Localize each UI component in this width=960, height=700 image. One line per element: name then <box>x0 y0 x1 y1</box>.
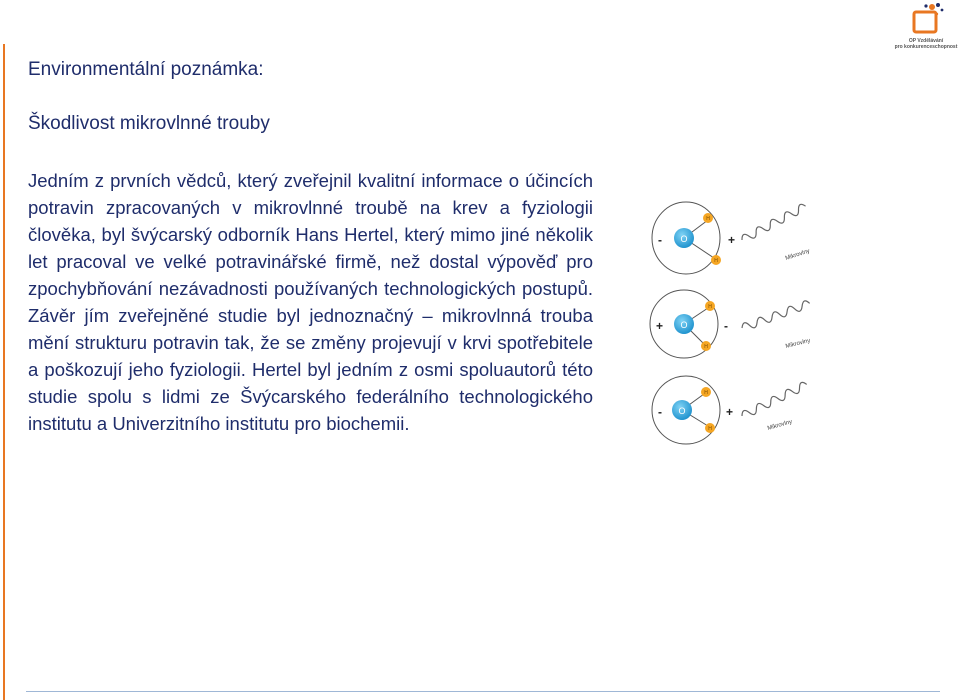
hydrogen-label: H <box>708 304 712 310</box>
charge-right: + <box>726 405 734 419</box>
wave-label: Mikrovlny <box>785 337 812 350</box>
microwave-wave-icon <box>741 300 811 332</box>
oxygen-label: O <box>680 320 688 330</box>
hydrogen-label: H <box>704 390 708 396</box>
charge-left: - <box>658 233 662 247</box>
molecule-diagram <box>646 188 830 450</box>
microwave-water-molecule-illustration <box>646 188 830 450</box>
charge-right: + <box>728 233 736 247</box>
logo-line-1: OP Vzdělávání <box>908 38 944 44</box>
hydrogen-label: H <box>706 216 710 222</box>
oxygen-label: O <box>678 406 686 416</box>
body-paragraph: Jedním z prvních vědců, který zveřejnil kvalitní informace o účincích potravin zpracovaných v mikrovlnné troubě na krev a fyziologii člověka, byl švýcarský odborník Hans Hertel, který mimo jiné několik let pracoval ve velké potravinářské firmě, než dostal výpověď pro zpochybňování nezávadnosti používaných technologických postupů. Závěr jím zveřejněné studie byl jednoznačný – mikrovlnná trouba mění strukturu potravin tak, že se změny projevují v krvi spotřebitele a poškozují jeho fyziologii. Hertel byl jedním z osmi spoluautorů této studie spolu s lidmi ze Švýcarského federálního technologického institutu a Univerzitního institutu pro biochemii. <box>28 170 593 434</box>
charge-left: + <box>656 319 664 333</box>
op-vk-logo <box>894 2 958 52</box>
hydrogen-label: H <box>704 344 708 350</box>
microwave-wave-icon <box>740 381 808 420</box>
left-accent-rule <box>3 44 5 700</box>
bottom-rule <box>26 691 940 692</box>
molecule-panel-1 <box>652 202 811 274</box>
wave-label: Mikrovlny <box>784 248 811 262</box>
charge-right: - <box>724 319 728 333</box>
molecule-panel-2 <box>650 290 811 358</box>
logo-emblem-icon <box>894 2 958 38</box>
hydrogen-label: H <box>714 258 718 264</box>
wave-label: Mikrovlny <box>766 419 793 432</box>
page-subtitle: Škodlivost mikrovlnné trouby <box>28 113 270 134</box>
charge-left: - <box>658 405 662 419</box>
page-title: Environmentální poznámka: <box>28 59 264 80</box>
microwave-wave-icon <box>740 203 807 244</box>
logo-line-2: pro konkurenceschopnost <box>894 44 958 50</box>
hydrogen-label: H <box>708 426 712 432</box>
molecule-panel-3 <box>652 376 808 444</box>
oxygen-label: O <box>680 234 688 244</box>
